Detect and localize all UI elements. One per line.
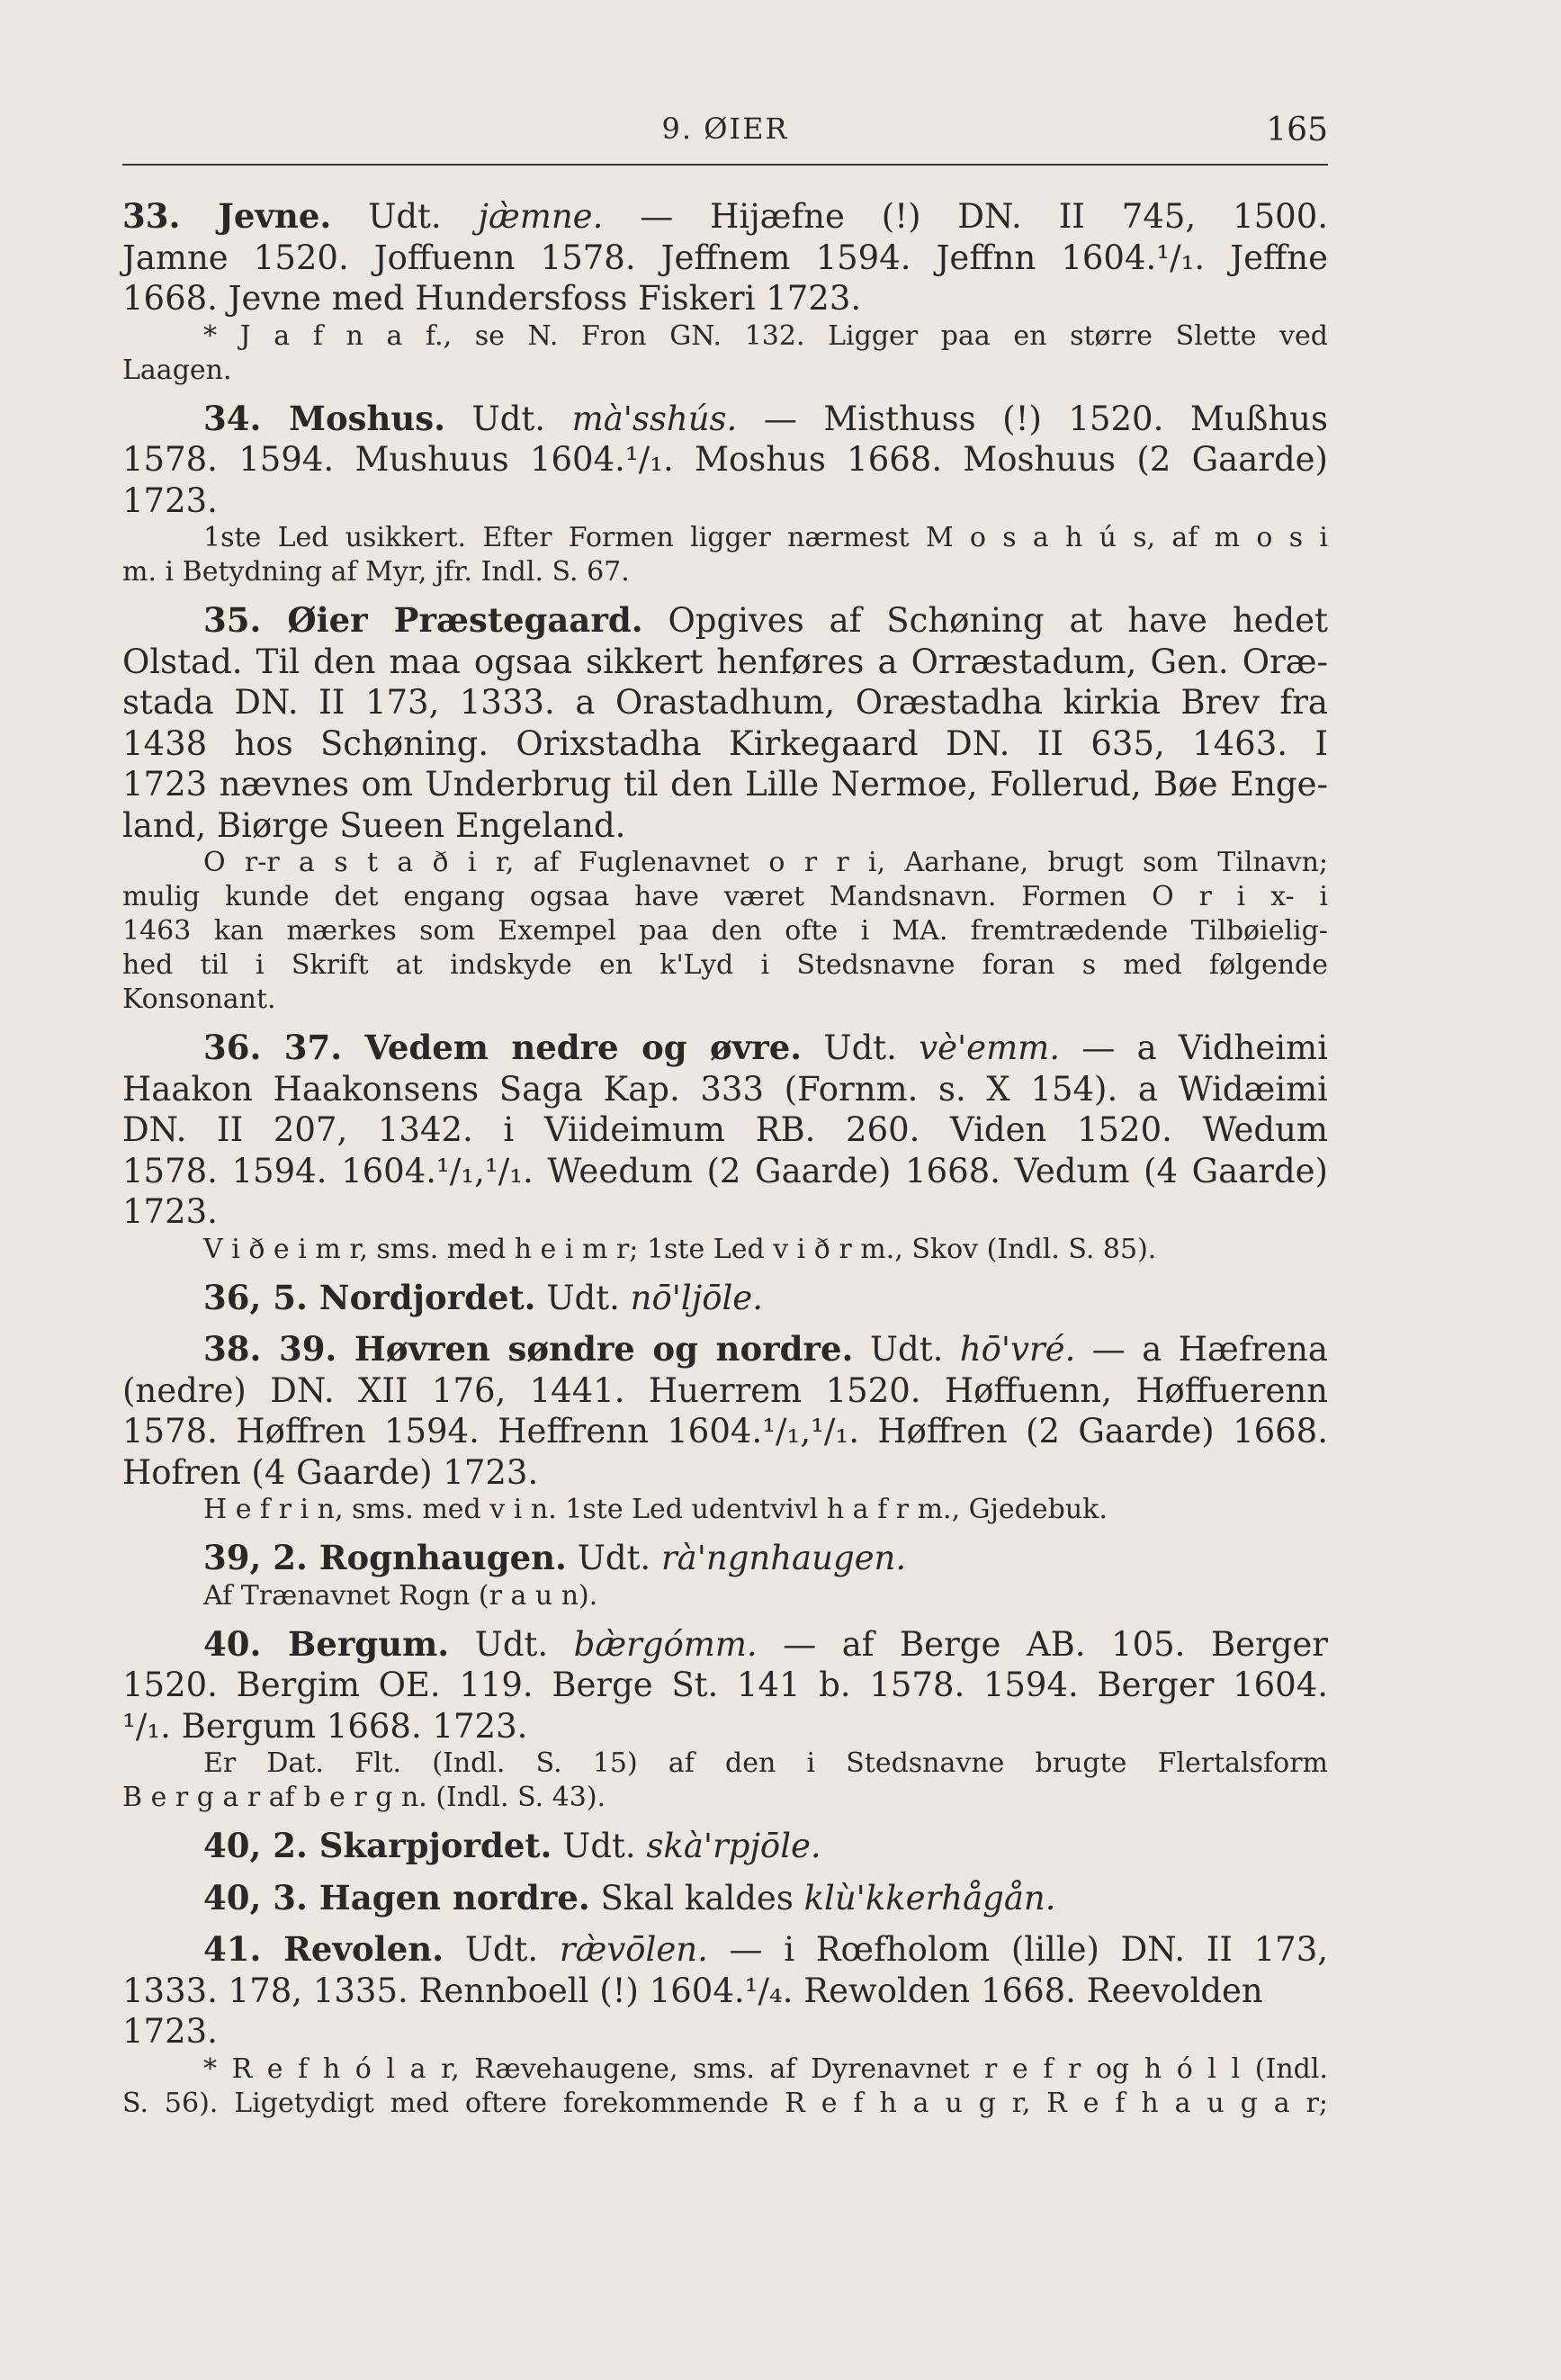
- text-line: [122, 764, 1328, 805]
- text-span: — a Hæfrena: [1075, 1330, 1328, 1369]
- note-line: [122, 354, 1328, 388]
- pronunciation: vè'emm.: [919, 1028, 1061, 1067]
- text-span: Af Trænavnet Rogn (r a u n).: [203, 1579, 598, 1612]
- entry-heading: 39, 2. Rognhaugen.: [203, 1538, 567, 1577]
- note-line: [122, 948, 1328, 983]
- text-line: [122, 1706, 1328, 1747]
- text-span: 1ste Led usikkert. Efter Formen ligger nærmest M o s a h ú s, af m o s i: [203, 522, 1328, 553]
- pronunciation: jæ̀mne.: [478, 197, 604, 236]
- pronunciation: rà'ngnhaugen.: [660, 1539, 907, 1577]
- text-span: Laagen.: [122, 354, 232, 386]
- text-span: 1723 nævnes om Underbrug til den Lille Nermoe, Follerud, Bøe Enge-: [122, 765, 1328, 804]
- pronunciation: skà'rpjōle.: [646, 1827, 821, 1865]
- text-span: 1578. 1594. 1604.¹/₁,¹/₁. Weedum (2 Gaarde) 1668. Vedum (4 Gaarde): [122, 1151, 1328, 1190]
- text-span: hed til i Skrift at indskyde en k'Lyd i Stedsnavne foran s med følgende: [122, 949, 1328, 981]
- entry-heading: 40, 3. Hagen nordre.: [203, 1877, 590, 1917]
- text-line: [122, 238, 1328, 279]
- entry-heading: 36, 5. Nordjordet.: [203, 1277, 536, 1317]
- text-span: land, Biørge Sueen Engeland.: [122, 805, 626, 845]
- pronunciation: hō'vré.: [959, 1330, 1076, 1369]
- text-span: S. 56). Ligetydigt med oftere forekommende R e f h a u g r, R e f h a u g a r;: [122, 2087, 1328, 2119]
- text-line: [122, 196, 1328, 238]
- note-line: [122, 1233, 1328, 1267]
- text-line: [122, 1665, 1328, 1706]
- entry-heading: 35. Øier Præstegaard.: [203, 600, 643, 640]
- entry-heading: 40, 2. Skarpjordet.: [203, 1826, 552, 1865]
- text-line: [122, 1278, 1328, 1319]
- pronunciation: bæ̀rgómm.: [573, 1624, 758, 1664]
- text-span: ¹/₁. Bergum 1668. 1723.: [122, 1706, 528, 1746]
- text-line: [122, 682, 1328, 723]
- text-span: 1723.: [122, 480, 218, 520]
- entry-heading: 33. Jevne.: [122, 196, 332, 236]
- note-line: [122, 521, 1328, 555]
- note-line: [122, 319, 1328, 354]
- text-span: 1668. Jevne med Hundersfoss Fiskeri 1723.: [122, 279, 862, 318]
- text-line: [122, 600, 1328, 642]
- text-line: [122, 1624, 1328, 1666]
- note-line: [122, 1747, 1328, 1781]
- text-span: — Hijæfne (!) DN. II 745, 1500.: [603, 197, 1328, 236]
- text-span: H e f r i n, sms. med v i n. 1ste Led udentvivl h a f r m., Gjedebuk.: [203, 1494, 1108, 1525]
- text-span: 1723.: [122, 2012, 218, 2051]
- text-span: Udt.: [853, 1330, 960, 1369]
- note-line: [122, 880, 1328, 914]
- page-body: [122, 196, 1328, 2121]
- text-span: Konsonant.: [122, 983, 276, 1015]
- note-line: [122, 1579, 1328, 1613]
- text-span: Opgives af Schøning at have hedet: [642, 601, 1328, 640]
- note-line: [122, 555, 1328, 589]
- text-line: [122, 1329, 1328, 1370]
- note-line: [122, 2087, 1328, 2121]
- text-line: [122, 439, 1328, 480]
- text-span: 1463 kan mærkes som Exempel paa den ofte i MA. fremtrædende Tilbøielig-: [122, 915, 1328, 947]
- text-line: [122, 399, 1328, 440]
- page-header: [122, 112, 1328, 166]
- pronunciation: nō'ljōle.: [630, 1278, 763, 1317]
- text-line: [122, 642, 1328, 683]
- text-line: [122, 1370, 1328, 1412]
- note-line: [122, 1493, 1328, 1527]
- text-line: [122, 1191, 1328, 1233]
- entry-heading: 38. 39. Høvren søndre og nordre.: [203, 1329, 854, 1369]
- entry-heading: 40. Bergum.: [203, 1623, 450, 1664]
- text-line: [122, 1069, 1328, 1110]
- entry-heading: 36. 37. Vedem nedre og øvre.: [203, 1028, 803, 1067]
- text-span: O r-r a s t a ð i r, af Fuglenavnet o r r i, Aarhane, brugt som Tilnavn;: [203, 847, 1328, 878]
- text-span: Udt.: [535, 1278, 631, 1317]
- pronunciation: mà'sshús.: [571, 399, 738, 438]
- text-span: B e r g a r af b e r g n. (Indl. S. 43).: [122, 1782, 606, 1813]
- text-span: — i Rœfholom (lille) DN. II 173,: [707, 1930, 1328, 1969]
- text-line: [122, 480, 1328, 522]
- text-span: 1578. Høffren 1594. Heffrenn 1604.¹/₁,¹/₁. Høffren (2 Gaarde) 1668.: [122, 1412, 1328, 1450]
- pronunciation: ræ̀vōlen.: [559, 1930, 708, 1969]
- text-span: — af Berge AB. 105. Berger: [757, 1624, 1328, 1664]
- text-span: Udt.: [445, 399, 572, 438]
- note-line: [122, 846, 1328, 880]
- text-span: Olstad. Til den maa ogsaa sikkert henføres a Orræstadum, Gen. Oræ-: [122, 642, 1328, 681]
- text-span: Haakon Haakonsens Saga Kap. 333 (Fornm. s. X 154). a Widæimi: [122, 1069, 1328, 1109]
- text-line: [122, 1971, 1328, 2012]
- pronunciation: klù'kkerhågån.: [803, 1878, 1056, 1917]
- text-line: [122, 278, 1328, 319]
- note-line: [122, 2052, 1328, 2087]
- text-span: 1520. Bergim OE. 119. Berge St. 141 b. 1578. 1594. Berger 1604.: [122, 1666, 1328, 1704]
- text-span: — Misthuss (!) 1520. Mußhus: [737, 399, 1328, 438]
- text-span: 1578. 1594. Mushuus 1604.¹/₁. Moshus 1668. Moshuus (2 Gaarde): [122, 440, 1328, 479]
- text-line: [122, 723, 1328, 765]
- text-span: Udt.: [331, 197, 479, 236]
- text-span: Hofren (4 Gaarde) 1723.: [122, 1452, 539, 1492]
- text-line: [122, 1151, 1328, 1192]
- text-span: Skal kaldes: [589, 1878, 804, 1917]
- text-span: 1333. 178, 1335. Rennboell (!) 1604.¹/₄. Rewolden 1668. Reevolden: [122, 1971, 1263, 2010]
- text-line: [122, 1538, 1328, 1579]
- entry-heading: 41. Revolen.: [203, 1929, 444, 1969]
- text-line: [122, 1411, 1328, 1452]
- text-span: 1723.: [122, 1192, 218, 1231]
- text-span: (nedre) DN. XII 176, 1441. Huerrem 1520. Høffuenn, Høffuerenn: [122, 1370, 1328, 1410]
- text-line: [122, 2011, 1328, 2052]
- text-span: DN. II 207, 1342. i Viideimum RB. 260. Viden 1520. Wedum: [122, 1110, 1328, 1149]
- text-span: Udt.: [566, 1539, 661, 1577]
- text-span: m. i Betydning af Myr, jfr. Indl. S. 67.: [122, 556, 630, 588]
- text-span: — a Vidheimi: [1060, 1028, 1328, 1067]
- text-span: Udt.: [449, 1624, 574, 1664]
- text-line: [122, 805, 1328, 847]
- text-span: stada DN. II 173, 1333. a Orastadhum, Oræstadha kirkia Brev fra: [122, 683, 1328, 722]
- text-span: Udt.: [802, 1028, 920, 1067]
- note-line: [122, 914, 1328, 948]
- text-span: Udt.: [444, 1930, 560, 1969]
- note-line: [122, 983, 1328, 1017]
- header-rule: [122, 164, 1328, 166]
- text-line: [122, 1452, 1328, 1494]
- text-span: Er Dat. Flt. (Indl. S. 15) af den i Stedsnavne brugte Flertalsform: [203, 1747, 1328, 1779]
- text-line: [122, 1826, 1328, 1867]
- text-span: 1438 hos Schøning. Orixstadha Kirkegaard DN. II 635, 1463. I: [122, 723, 1328, 763]
- page-number: 165: [1266, 112, 1328, 148]
- chapter-title: 9. ØIER: [661, 112, 789, 146]
- text-span: * R e f h ó l a r, Rævehaugene, sms. af Dyrenavnet r e f r og h ó l l (Indl.: [203, 2052, 1328, 2085]
- text-line: [122, 1929, 1328, 1971]
- text-span: mulig kunde det engang ogsaa have været Mandsnavn. Formen O r i x- i: [122, 881, 1328, 912]
- text-span: Jamne 1520. Joffuenn 1578. Jeffnem 1594. Jeffnn 1604.¹/₁. Jeffne: [122, 238, 1328, 277]
- entry-heading: 34. Moshus.: [203, 398, 446, 438]
- text-span: Udt.: [552, 1827, 647, 1865]
- text-span: * J a f n a f., se N. Fron GN. 132. Ligger paa en større Slette ved: [203, 319, 1328, 352]
- text-span: V i ð e i m r, sms. med h e i m r; 1ste Led v i ð r m., Skov (Indl. S. 85).: [203, 1233, 1157, 1265]
- text-line: [122, 1109, 1328, 1151]
- text-line: [122, 1878, 1328, 1919]
- note-line: [122, 1781, 1328, 1815]
- text-line: [122, 1028, 1328, 1069]
